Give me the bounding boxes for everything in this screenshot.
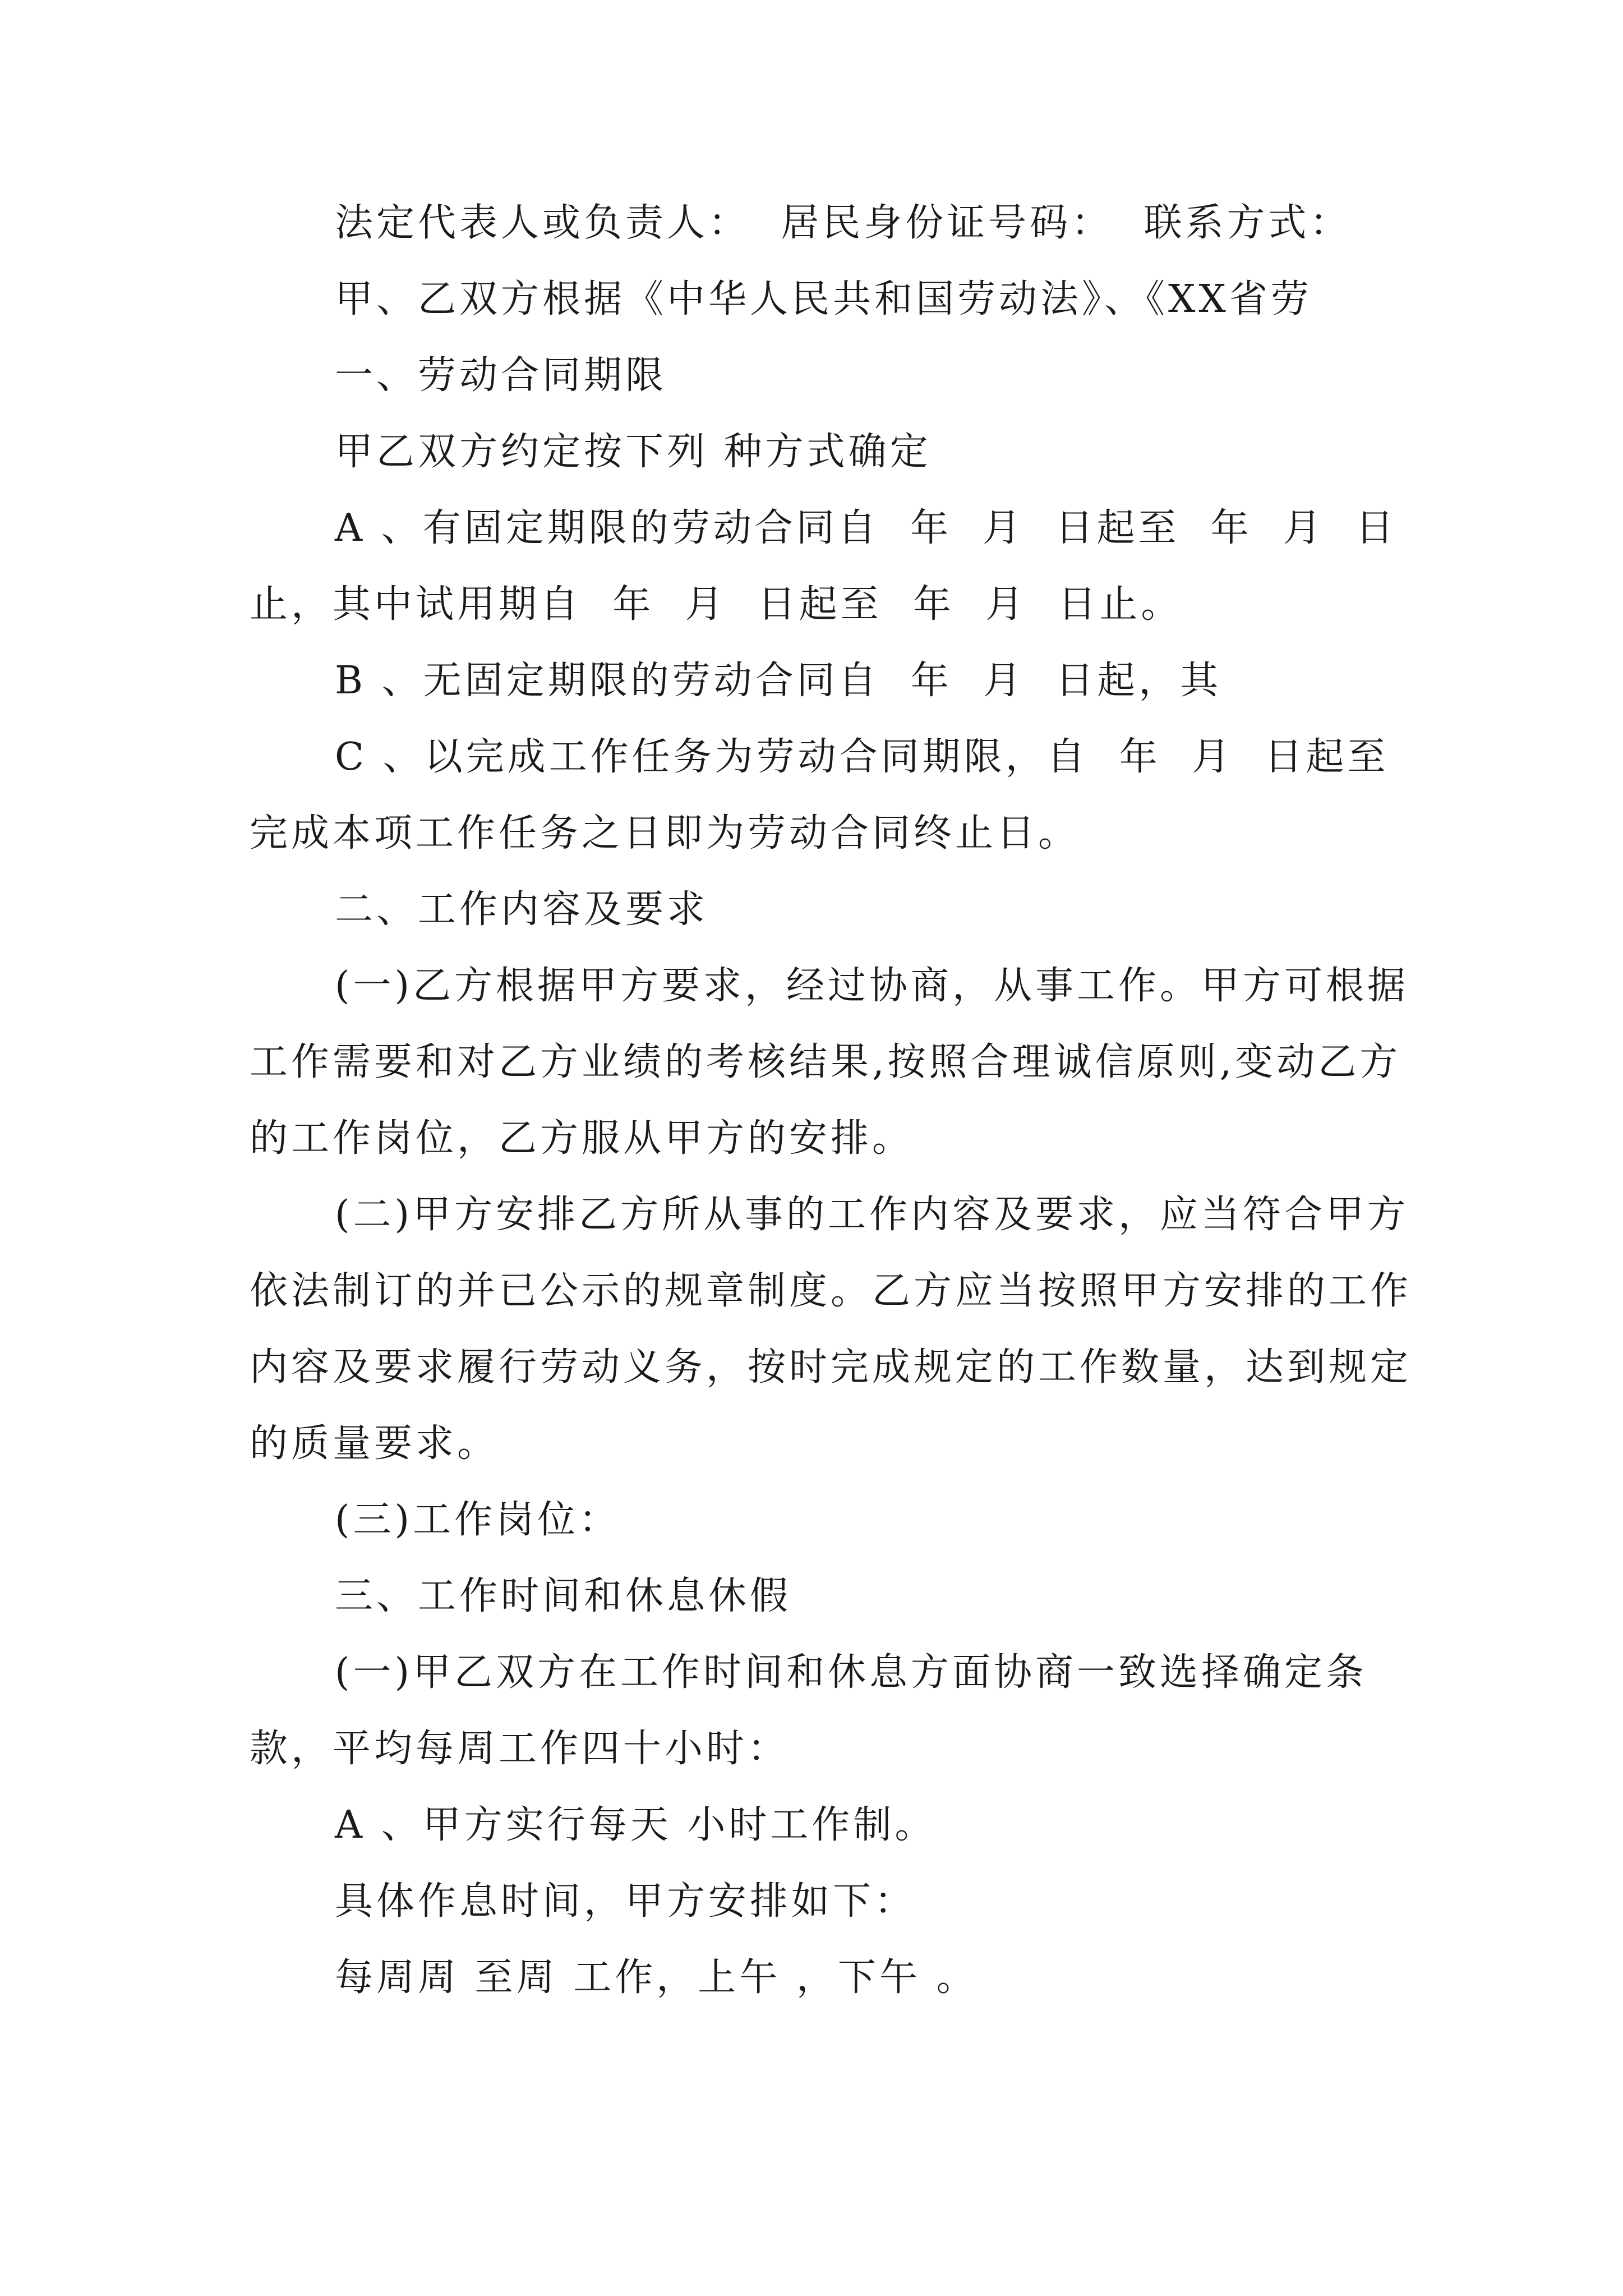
paragraph-work-position: (三)工作岗位： — [335, 1498, 621, 1542]
section-heading-work-content: 二、工作内容及要求 — [335, 887, 709, 932]
paragraph-hours-agreement: (一)甲乙双方在工作时间和休息方面协商一致选择确定条款，平均每周工作四十小时： — [250, 1650, 1368, 1771]
paragraph-representative-info: 法定代表人或负责人： 居民身份证号码： 联系方式： — [335, 201, 1352, 245]
paragraph-option-a-fixed-term: A 、有固定期限的劳动合同自 年 月 日起至 年 月 日止，其中试用期自 年 月 日起至 年 月 日止。 — [250, 506, 1398, 627]
paragraph-work-content-2: (二)甲方安排乙方所从事的工作内容及要求，应当符合甲方依法制订的并已公示的规章制度。乙方应当按照甲方安排的工作内容及要求履行劳动义务，按时完成规定的工作数量，达到规定的质量要求。 — [250, 1193, 1412, 1466]
paragraph-schedule-intro: 具体作息时间，甲方安排如下： — [335, 1879, 916, 1924]
section-heading-contract-term: 一、劳动合同期限 — [335, 353, 667, 398]
document-body — [250, 185, 1413, 2016]
paragraph-hours-option-a: A 、甲方实行每天 小时工作制。 — [335, 1803, 937, 1847]
paragraph-option-b-open-term: B 、无固定期限的劳动合同自 年 月 日起，其 — [335, 659, 1222, 703]
paragraph-work-content-1: (一)乙方根据甲方要求，经过协商，从事工作。甲方可根据工作需要和对乙方业绩的考核结果,按照合理诚信原则,变动乙方的工作岗位，乙方服从甲方的安排。 — [250, 964, 1409, 1161]
paragraph-option-c-task-term: C 、以完成工作任务为劳动合同期限，自 年 月 日起至完成本项工作任务之日即为劳动合同终止日。 — [250, 735, 1389, 855]
paragraph-legal-basis: 甲、乙双方根据《中华人民共和国劳动法》、《XX省劳 — [335, 277, 1312, 321]
paragraph-weekly-schedule: 每周周 至周 工作，上午 ，下午 。 — [335, 1955, 978, 2000]
paragraph-term-method: 甲乙双方约定按下列 种方式确定 — [335, 430, 932, 474]
section-heading-working-hours: 三、工作时间和休息休假 — [335, 1574, 792, 1618]
